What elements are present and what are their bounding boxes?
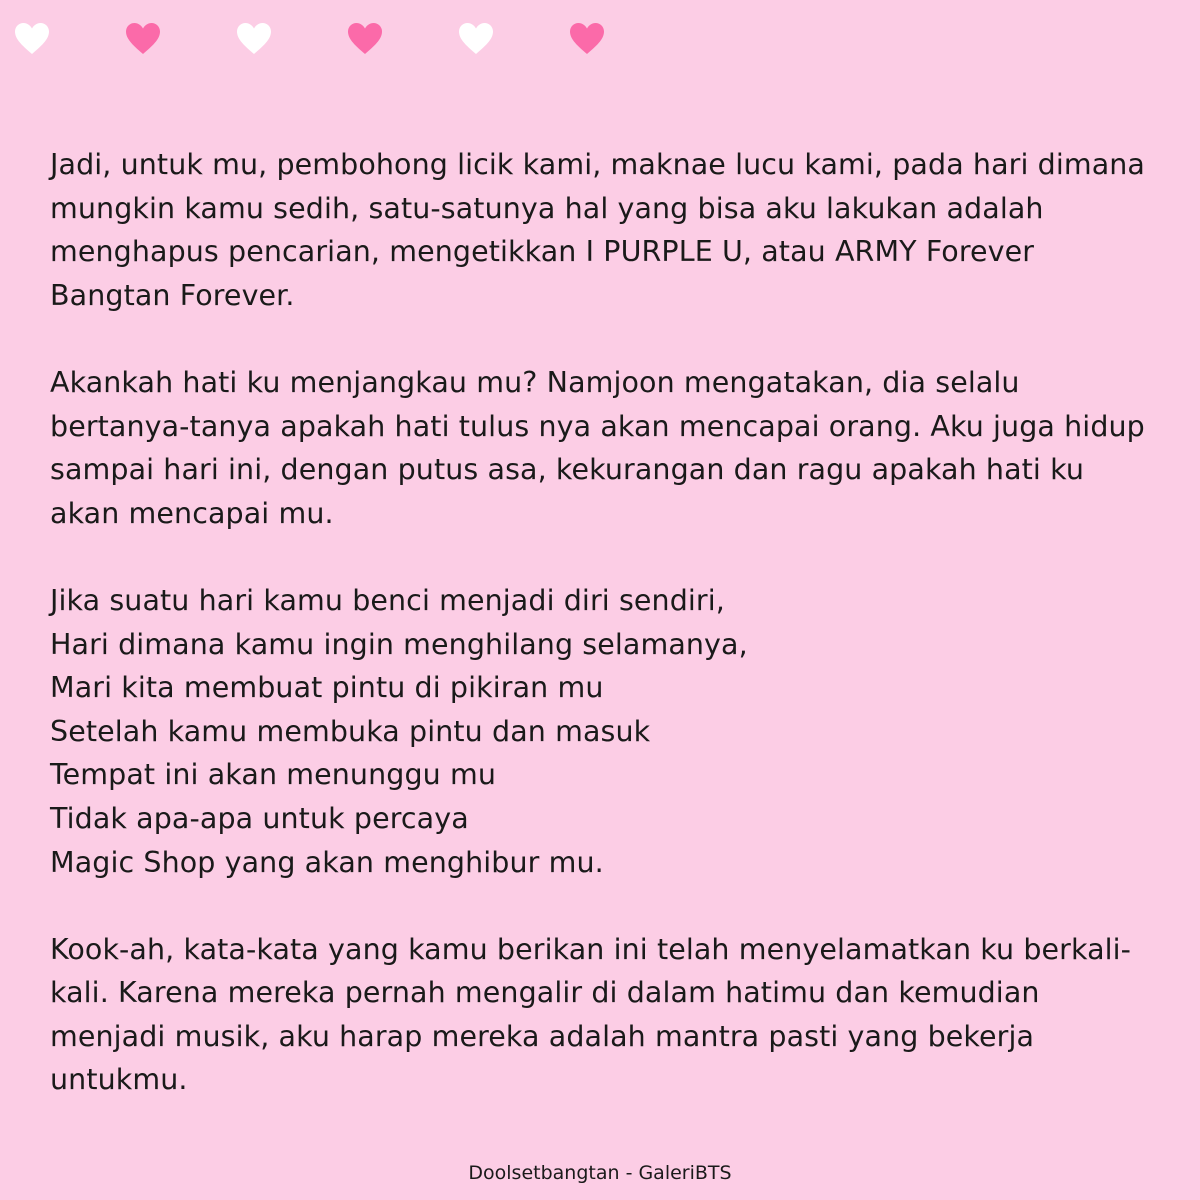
text-line: kali. Karena mereka pernah mengalir di dalam hatimu dan kemudian	[50, 976, 1040, 1010]
lyric-line: Hari dimana kamu ingin menghilang selamanya,	[50, 627, 748, 661]
lyric-line: Magic Shop yang akan menghibur mu.	[50, 845, 604, 879]
pink-heart-icon	[569, 22, 605, 56]
pink-heart-icon	[347, 22, 383, 56]
footer-credit: Doolsetbangtan - GaleriBTS	[468, 1162, 732, 1184]
text-line: sampai hari ini, dengan putus asa, kekurangan dan ragu apakah hati ku	[50, 453, 1084, 487]
text-line: untukmu.	[50, 1063, 188, 1097]
text-line: bertanya-tanya apakah hati tulus nya akan mencapai orang. Aku juga hidup	[50, 409, 1145, 443]
white-heart-icon	[236, 22, 272, 56]
lyric-line: Tidak apa-apa untuk percaya	[50, 801, 469, 835]
letter-body	[50, 143, 1160, 1102]
text-line: menjadi musik, aku harap mereka adalah mantra pasti yang bekerja	[50, 1019, 1035, 1053]
white-heart-icon	[458, 22, 494, 56]
paragraph-purple-u	[50, 143, 1160, 317]
paragraph-namjoon	[50, 361, 1160, 535]
paragraph-magic-shop-lyrics	[50, 579, 1160, 884]
text-line: Bangtan Forever.	[50, 278, 295, 312]
text-line: Jadi, untuk mu, pembohong licik kami, maknae lucu kami, pada hari dimana	[50, 148, 1146, 181]
lyric-line: Jika suatu hari kamu benci menjadi diri sendiri,	[50, 583, 725, 617]
white-heart-icon	[14, 22, 50, 56]
text-line: akan mencapai mu.	[50, 496, 334, 530]
text-line: Kook-ah, kata-kata yang kamu berikan ini telah menyelamatkan ku berkali-	[50, 932, 1132, 966]
heart-decoration-row	[14, 22, 634, 62]
lyric-line: Mari kita membuat pintu di pikiran mu	[50, 671, 604, 705]
pink-heart-icon	[125, 22, 161, 56]
text-line: menghapus pencarian, mengetikkan I PURPLE U, atau ARMY Forever	[50, 235, 1035, 269]
text-line: Akankah hati ku menjangkau mu? Namjoon mengatakan, dia selalu	[50, 365, 1020, 399]
text-line: mungkin kamu sedih, satu-satunya hal yang bisa aku lakukan adalah	[50, 191, 1044, 225]
lyric-line: Setelah kamu membuka pintu dan masuk	[50, 714, 651, 748]
lyric-line: Tempat ini akan menunggu mu	[50, 758, 496, 792]
paragraph-kook-ah	[50, 928, 1160, 1102]
